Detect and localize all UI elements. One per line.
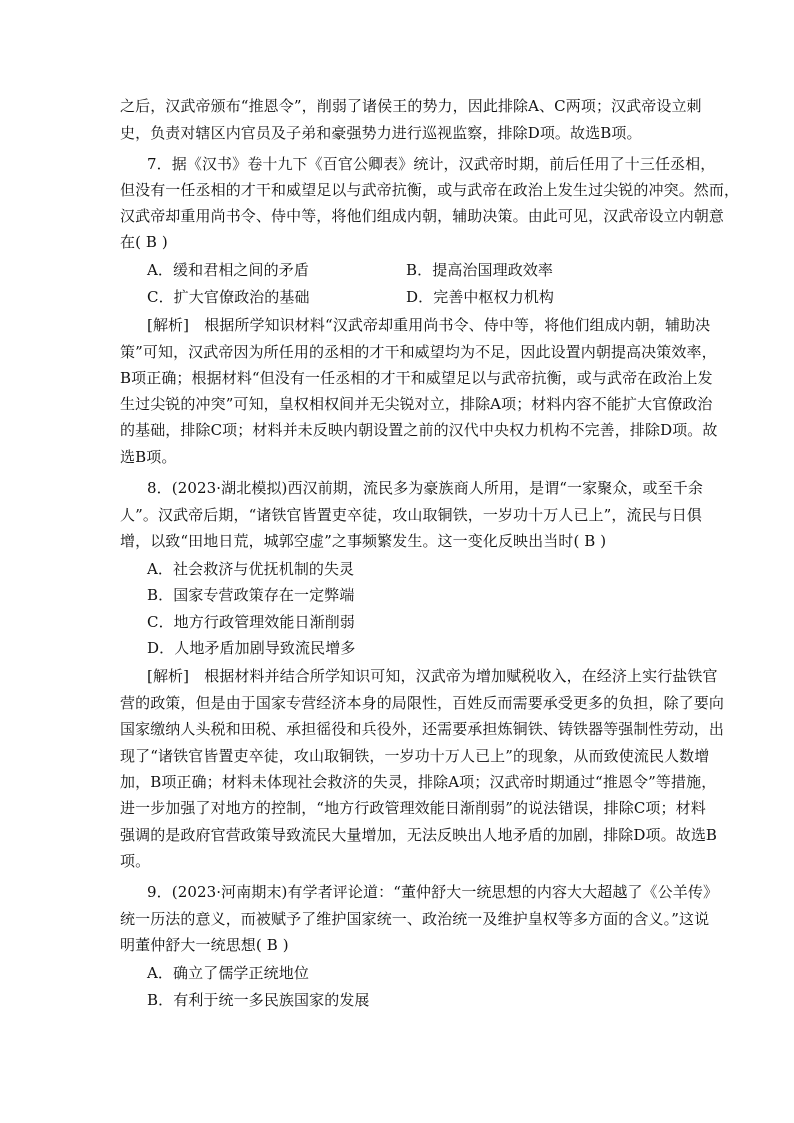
text-line: B项正确；根据材料“但没有一任丞相的才干和威望足以与武帝抗衡，或与武帝在政治上发 (120, 369, 713, 387)
text-line: 史，负责对辖区内官员及子弟和豪强势力进行巡视监察，排除D项。故选B项。 (120, 124, 642, 142)
question-8-stem: 8．(2023·湖北模拟)西汉前期，流民多为豪族商人所用，是谓“一家聚众，或至千余 (147, 479, 703, 497)
question-9-answer: 明董仲舒大一统思想( B ) (120, 936, 289, 954)
question-9-option-b: B．有利于统一多民族国家的发展 (147, 991, 370, 1009)
question-8-option-b: B．国家专营政策存在一定弊端 (147, 586, 355, 604)
question-8-analysis: [解析] 根据材料并结合所学知识可知，汉武帝为增加赋税收入，在经济上实行盐铁官 (147, 667, 718, 685)
text-line: 现了“诸铁官皆置吏卒徒，攻山取铜铁，一岁功十万人已上”的现象，从而致使流民人数增 (120, 747, 710, 765)
question-7-option-b: B．提高治国理政效率 (406, 261, 554, 279)
question-8-option-a: A．社会救济与优抚机制的失灵 (147, 560, 355, 578)
question-7-option-c: C．扩大官僚政治的基础 (147, 288, 310, 306)
text-line: 增，以致“田地日荒，城郭空虚”之事频繁发生。这一变化反映出当时( B ) (120, 532, 607, 550)
text-line: 进一步加强了对地方的控制，“地方行政管理效能日渐削弱”的说法错误，排除C项；材料 (120, 799, 706, 817)
text-line: 之后，汉武帝颁布“推恩令”，削弱了诸侯王的势力，因此排除A、C两项；汉武帝设立刺 (120, 97, 702, 115)
text-line: 统一历法的意义，而被赋予了维护国家统一、政治统一及维护皇权等多方面的含义。”这说 (120, 910, 710, 928)
text-line: 项。 (120, 852, 151, 870)
text-line: 的基础，排除C项；材料并未反映内朝设置之前的汉代中央权力机构不完善，排除D项。故 (120, 421, 718, 439)
question-7-answer: 在( B ) (120, 233, 168, 251)
text-line: 生过尖锐的冲突”可知，皇权相权间并无尖锐对立，排除A项；材料内容不能扩大官僚政治 (120, 395, 713, 413)
question-7-option-d: D．完善中枢权力机构 (406, 288, 555, 306)
question-8-option-c: C．地方行政管理效能日渐削弱 (147, 613, 355, 631)
text-line: 策”可知，汉武帝因为所任用的丞相的才干和威望均为不足，因此设置内朝提高决策效率， (120, 343, 717, 361)
question-7-option-a: A．缓和君相之间的矛盾 (147, 261, 309, 279)
question-9-option-a: A．确立了儒学正统地位 (147, 964, 309, 982)
question-9-stem: 9．(2023·河南期末)有学者评论道：“董仲舒大一统思想的内容大大超越了《公羊传》 (147, 883, 719, 901)
text-line: 国家缴纳人头税和田税、承担徭役和兵役外，还需要承担炼铜铁、铸铁器等强制性劳动，出 (120, 720, 725, 738)
text-line: 选B项。 (120, 448, 177, 466)
text-line: 但没有一任丞相的才干和威望足以与武帝抗衡，或与武帝在政治上发生过尖锐的冲突。然而， (120, 181, 740, 199)
question-8-option-d: D．人地矛盾加剧导致流民增多 (147, 639, 356, 657)
text-line: 强调的是政府官营政策导致流民大量增加，无法反映出人地矛盾的加剧，排除D项。故选B (120, 826, 718, 844)
text-line: 人”。汉武帝后期，“诸铁官皆置吏卒徒，攻山取铜铁，一岁功十万人已上”，流民与日俱 (120, 506, 703, 524)
text-line: 汉武帝却重用尚书令、侍中等，将他们组成内朝，辅助决策。由此可见，汉武帝设立内朝意 (120, 207, 725, 225)
text-line: 营的政策，但是由于国家专营经济本身的局限性，百姓反而需要承受更多的负担，除了要向 (120, 694, 725, 712)
question-7-analysis: [解析] 根据所学知识材料“汉武帝却重用尚书令、侍中等，将他们组成内朝，辅助决 (147, 316, 711, 334)
question-7-stem: 7．据《汉书》卷十九下《百官公卿表》统计，汉武帝时期，前后任用了十三任丞相， (147, 155, 716, 173)
text-line: 加，B项正确；材料未体现社会救济的失灵，排除A项；汉武帝时期通过“推恩令”等措施， (120, 773, 717, 791)
